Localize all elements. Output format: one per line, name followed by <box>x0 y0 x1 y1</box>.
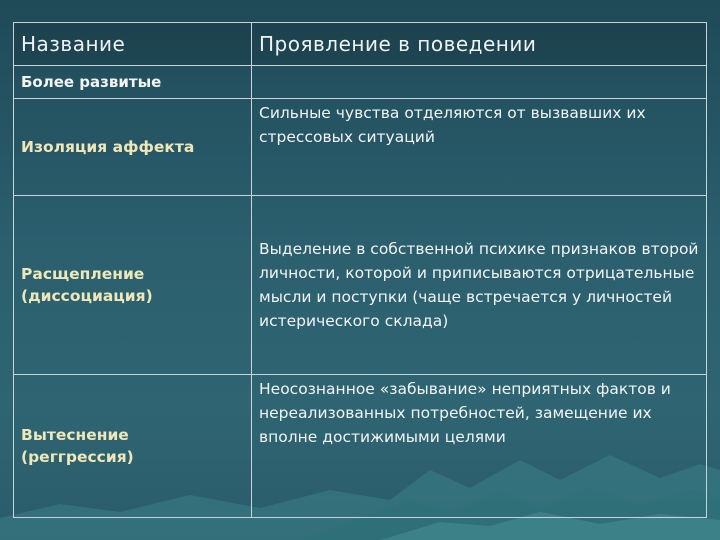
mechanism-description: Выделение в собственной психике признаков второй личности, которой и приписываются отрицательные мысли и поступки (чаще встречается у личностей истерического склада) <box>252 196 707 375</box>
table-row <box>14 99 707 196</box>
defense-mechanisms-table <box>13 22 707 518</box>
table-header-row <box>14 23 707 66</box>
mechanism-name: Вытеснение (реггрессия) <box>14 375 252 518</box>
table-row <box>14 375 707 518</box>
group-row <box>14 66 707 99</box>
group-label: Более развитые <box>14 66 252 99</box>
group-empty-cell <box>252 66 707 99</box>
mechanism-description: Неосознанное «забывание» неприятных фактов и нереализованных потребностей, замещение их вполне достижимыми целями <box>252 375 707 518</box>
mechanism-name: Расщепление (диссоциация) <box>14 196 252 375</box>
header-behavior: Проявление в поведении <box>252 23 707 66</box>
table-row <box>14 196 707 375</box>
header-name: Название <box>14 23 252 66</box>
mechanism-name: Изоляция аффекта <box>14 99 252 196</box>
mechanism-description: Сильные чувства отделяются от вызвавших их стрессовых ситуаций <box>252 99 707 196</box>
